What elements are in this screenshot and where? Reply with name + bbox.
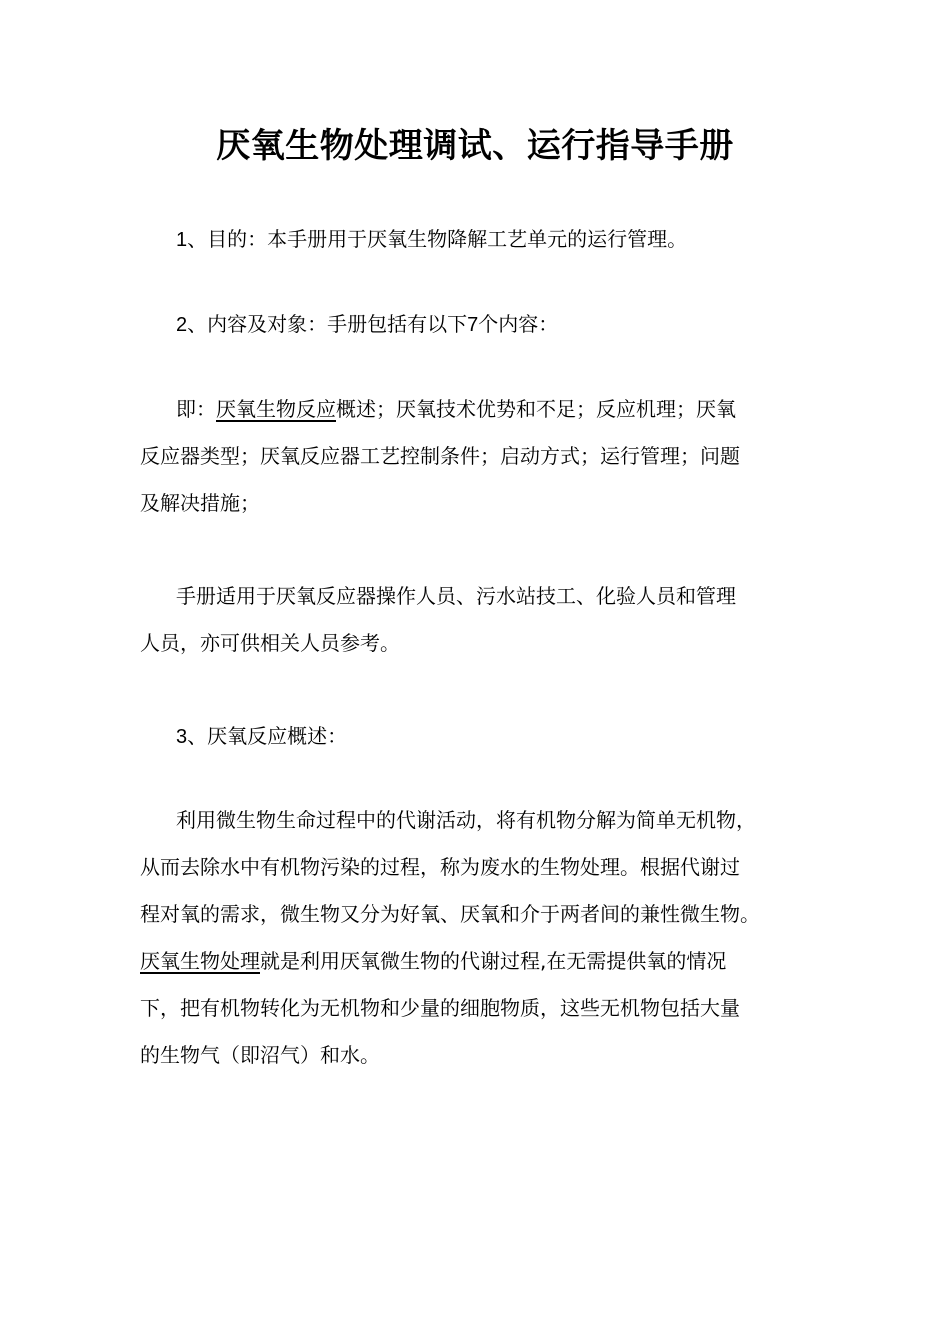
contents-line-2: 反应器类型；厌氧反应器工艺控制条件；启动方式；运行管理；问题	[140, 444, 740, 468]
section-3-overview-heading	[140, 713, 866, 761]
overview-line-3: 程对氧的需求，微生物又分为好氧、厌氧和介于两者间的兼性微生物。	[140, 902, 760, 926]
section-1-number: 1	[176, 229, 188, 251]
audience-line-2: 人员，亦可供相关人员参考。	[140, 631, 400, 655]
audience-line-1: 手册适用于厌氧反应器操作人员、污水站技工、化验人员和管理	[176, 584, 736, 608]
document-title: 厌氧生物处理调试、运行指导手册	[216, 126, 734, 166]
section-3-number: 3	[176, 726, 188, 748]
contents-line-3: 及解决措施；	[140, 491, 260, 515]
section-2-count: 7	[467, 314, 479, 336]
audience-paragraph	[140, 573, 830, 667]
contents-line-1-rest: 概述；厌氧技术优势和不足；反应机理；厌氧	[336, 397, 736, 421]
contents-underlined-term: 厌氧生物反应	[216, 397, 336, 421]
section-1-text: 、目的：本手册用于厌氧生物降解工艺单元的运行管理。	[187, 227, 688, 251]
overview-paragraph	[140, 797, 830, 1079]
overview-line-2: 从而去除水中有机物污染的过程，称为废水的生物处理。根据代谢过	[140, 855, 740, 879]
section-3-text: 、厌氧反应概述：	[187, 724, 348, 748]
section-1-purpose	[140, 216, 866, 264]
section-2-scope	[140, 301, 866, 349]
overview-line-5: 下，把有机物转化为无机物和少量的细胞物质，这些无机物包括大量	[140, 996, 740, 1020]
contents-prefix: 即：	[176, 397, 216, 421]
section-2-text-b: 个内容：	[478, 312, 559, 336]
section-2-text-a: 、内容及对象：手册包括有以下	[187, 312, 468, 336]
contents-line-1	[140, 386, 830, 433]
overview-line-4	[140, 938, 830, 985]
overview-underlined-term: 厌氧生物处理	[140, 949, 260, 973]
overview-line-4-rest: 就是利用厌氧微生物的代谢过程,在无需提供氧的情况	[260, 949, 727, 973]
section-2-number: 2	[176, 314, 188, 336]
overview-line-6: 的生物气（即沼气）和水。	[140, 1043, 380, 1067]
contents-paragraph	[140, 386, 830, 527]
overview-line-1: 利用微生物生命过程中的代谢活动，将有机物分解为简单无机物，	[176, 808, 756, 832]
